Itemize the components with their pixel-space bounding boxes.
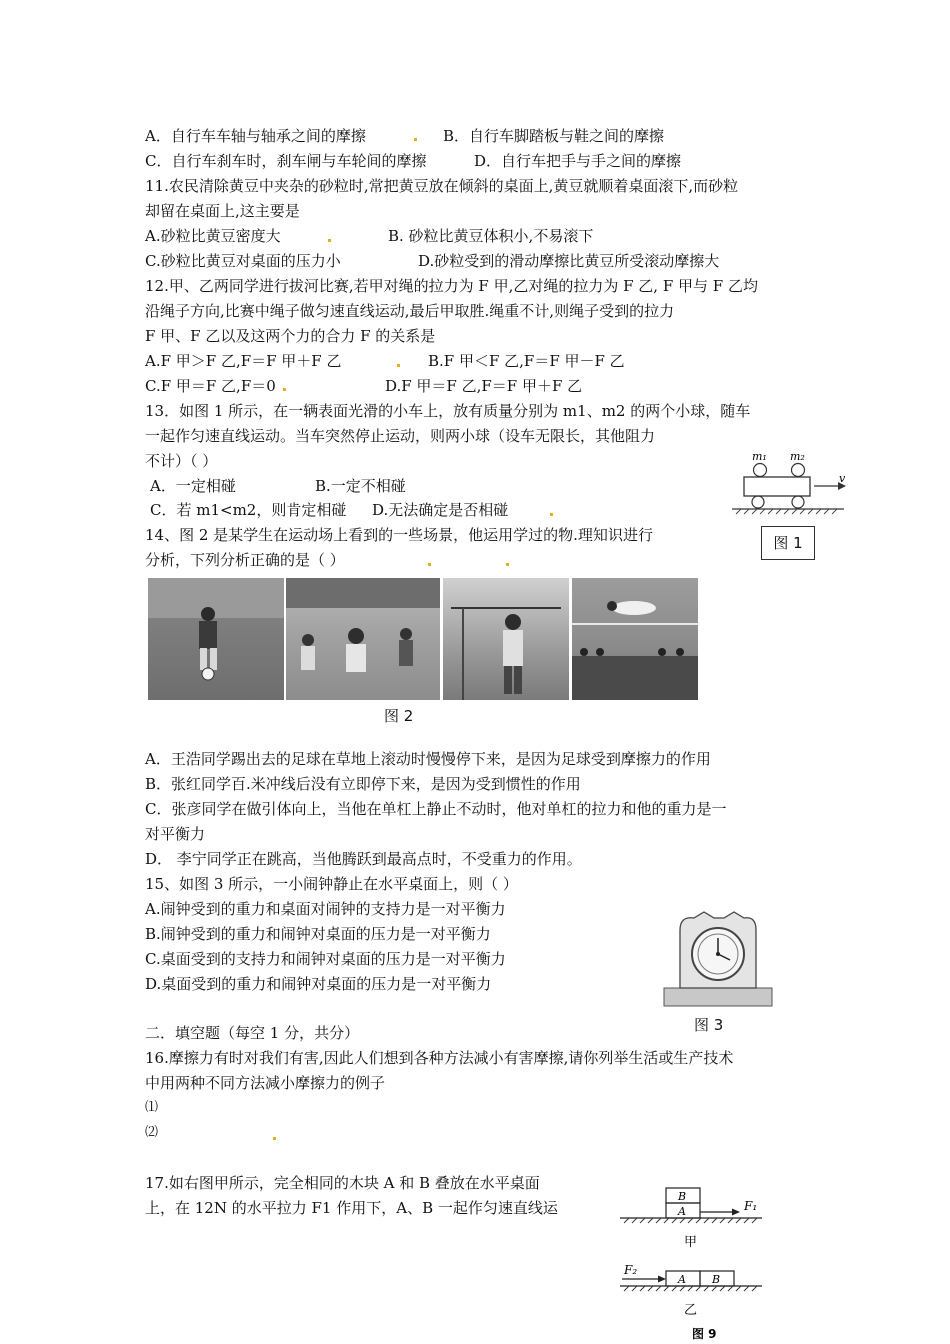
q14-option-c-line2: 对平衡力 (145, 825, 206, 843)
q11-option-d: D.砂粒受到的滑动摩擦比黄豆所受滚动摩擦大 (418, 252, 720, 270)
q12-stem-line3: F 甲、F 乙以及这两个力的合力 F 的关系是 (145, 327, 436, 345)
label-v: v (839, 472, 846, 485)
q11-stem-line1: 11.农民清除黄豆中夹杂的砂粒时,常把黄豆放在倾斜的桌面上,黄豆就顺着桌面滚下,而砂粒 (145, 177, 739, 195)
q12-stem-line2: 沿绳子方向,比赛中绳子做匀速直线运动,最后甲取胜.绳重不计,则绳子受到的拉力 (145, 302, 675, 320)
q14-option-d: D． 李宁同学正在跳高，当他腾跃到最高点时，不受重力的作用。 (145, 850, 582, 868)
block-b-label: B (678, 1190, 687, 1203)
q13-option-c: C．若 m1<m2，则肯定相碰 (150, 501, 347, 519)
highlight-dot (283, 388, 286, 391)
cart-wheel-right (792, 496, 804, 508)
q10-option-a: A．自行车车轴与轴承之间的摩擦 (145, 127, 366, 145)
q16-blank-2: ⑵ (145, 1125, 159, 1140)
figure-9-blocks-diagram (612, 1182, 782, 1344)
q11-option-a: A.砂粒比黄豆密度大 (145, 227, 281, 245)
q12-stem-line1: 12.甲、乙两同学进行拔河比赛,若甲对绳的拉力为 F 甲,乙对绳的拉力为 F 乙, F 甲与 F 乙均 (145, 277, 758, 295)
q10-option-b: B．自行车脚踏板与鞋之间的摩擦 (443, 127, 665, 145)
block-a-label: A (678, 1205, 686, 1218)
q14-stem-line2: 分析，下列分析正确的是（ ） (145, 551, 345, 569)
q14-option-a: A．王浩同学踢出去的足球在草地上滚动时慢慢停下来，是因为足球受到摩擦力的作用 (145, 750, 711, 768)
q12-option-b: B.F 甲＜F 乙,F＝F 甲－F 乙 (428, 352, 625, 370)
q17-stem-line2: 上，在 12N 的水平拉力 F1 作用下，A、B 一起作匀速直线运 (145, 1199, 558, 1217)
cart-wheel-left (752, 496, 764, 508)
highlight-dot (273, 1137, 276, 1140)
q15-option-a: A.闹钟受到的重力和桌面对闹钟的支持力是一对平衡力 (145, 900, 506, 918)
label-m2: m₂ (790, 450, 805, 463)
q15-option-b: B.闹钟受到的重力和闹钟对桌面的压力是一对平衡力 (145, 925, 491, 943)
photo-soccer-player (148, 578, 284, 700)
q14-stem-line1: 14、图 2 是某学生在运动场上看到的一些场景，他运用学过的物.理知识进行 (145, 526, 653, 544)
q11-option-b: B. 砂粒比黄豆体积小,不易滚下 (388, 227, 594, 245)
q16-blank-1: ⑴ (145, 1100, 159, 1115)
q16-stem-line2: 中用两种不同方法减小摩擦力的例子 (145, 1074, 386, 1092)
figure-1-label: 图 1 (761, 526, 815, 560)
highlight-dot (328, 239, 331, 242)
section-2-title: 二．填空题（每空 1 分，共分） (145, 1024, 360, 1042)
label-m1: m₁ (752, 450, 767, 463)
q12-option-a: A.F 甲＞F 乙,F＝F 甲＋F 乙 (145, 352, 342, 370)
highlight-dot (550, 513, 553, 516)
force-f2-label: F₂ (624, 1263, 638, 1277)
q13-stem-line2: 一起作匀速直线运动。当车突然停止运动，则两小球（设车无限长，其他阻力 (145, 427, 656, 445)
q14-option-c-line1: C．张彦同学在做引体向上，当他在单杠上静止不动时，他对单杠的拉力和他的重力是一 (145, 800, 727, 818)
q12-option-c: C.F 甲＝F 乙,F＝0 (145, 377, 276, 395)
ball-m2 (792, 464, 805, 477)
q11-stem-line2: 却留在桌面上,这主要是 (145, 202, 300, 220)
q10-option-d: D．自行车把手与手之间的摩擦 (474, 152, 682, 170)
q11-option-c: C.砂粒比黄豆对桌面的压力小 (145, 252, 341, 270)
q13-stem-line1: 13．如图 1 所示，在一辆表面光滑的小车上，放有质量分别为 m1、m2 的两个小球，随车 (145, 402, 751, 420)
label-yi: 乙 (684, 1303, 698, 1318)
figure-1-cart-diagram (728, 446, 848, 522)
figure-3-alarm-clock (658, 908, 778, 1010)
ball-m1 (754, 464, 767, 477)
q14-option-b: B．张红同学百.米冲线后没有立即停下来，是因为受到惯性的作用 (145, 775, 581, 793)
photo-pull-up (443, 578, 569, 700)
q12-option-d: D.F 甲＝F 乙,F＝F 甲＋F 乙 (385, 377, 583, 395)
photo-high-jump (572, 578, 698, 700)
cart-body (744, 477, 810, 496)
block-a-label-2: A (678, 1273, 686, 1286)
table-hatch-yi (624, 1286, 757, 1291)
q13-option-a: A．一定相碰 (150, 477, 236, 495)
label-jia: 甲 (684, 1235, 698, 1250)
q13-option-d: D.无法确定是否相碰 (372, 501, 509, 519)
block-b-label-2: B (712, 1273, 721, 1286)
q10-option-c: C．自行车刹车时，刹车闸与车轮间的摩擦 (145, 152, 427, 170)
q16-stem-line1: 16.摩擦力有时对我们有害,因此人们想到各种方法减小有害摩擦,请你列举生活或生产技术 (145, 1049, 734, 1067)
photo-sprint-runners (286, 578, 440, 700)
highlight-dot (428, 563, 431, 566)
q15-option-c: C.桌面受到的支持力和闹钟对桌面的压力是一对平衡力 (145, 950, 506, 968)
q15-stem: 15、如图 3 所示，一小闹钟静止在水平桌面上，则（ ） (145, 875, 518, 893)
highlight-dot (397, 364, 400, 367)
table-hatch-jia (624, 1218, 757, 1223)
force-f1-label: F₁ (744, 1199, 758, 1213)
q13-option-b: B.一定不相碰 (315, 477, 406, 495)
force-f1-arrow-head (732, 1209, 740, 1216)
ground-hatch (736, 509, 837, 514)
figure-2-label: 图 2 (384, 707, 414, 725)
highlight-dot (414, 138, 417, 141)
q17-stem-line1: 17.如右图甲所示，完全相同的木块 A 和 B 叠放在水平桌面 (145, 1174, 540, 1192)
q13-stem-line3: 不计）（ ） (145, 452, 218, 470)
figure-9-label: 图 9 (692, 1327, 717, 1341)
highlight-dot (506, 563, 509, 566)
q15-option-d: D.桌面受到的重力和闹钟对桌面的压力是一对平衡力 (145, 975, 492, 993)
figure-3-label: 图 3 (694, 1016, 724, 1034)
force-f2-arrow-head (658, 1276, 666, 1283)
